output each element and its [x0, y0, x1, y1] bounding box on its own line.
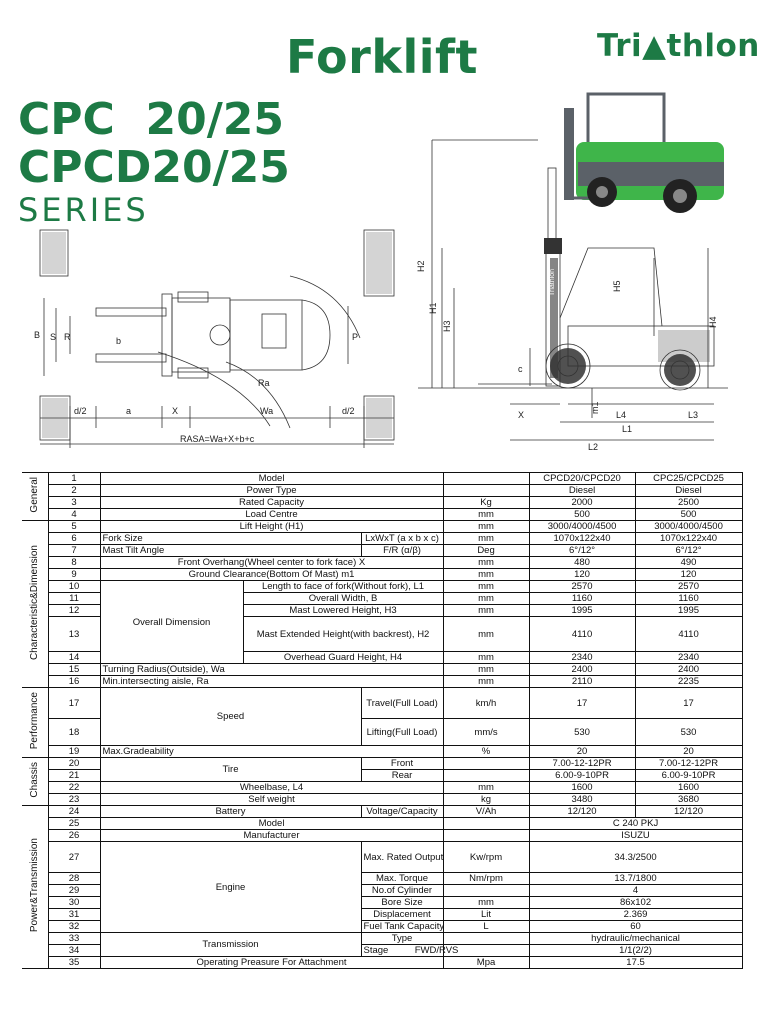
unit-cell: %: [443, 746, 529, 758]
row-number: 15: [48, 664, 100, 676]
unit-cell: mm: [443, 617, 529, 652]
value-cell-model-20: 7.00-12-12PR: [529, 758, 635, 770]
plan-label-S: S: [50, 332, 57, 342]
unit-cell: [443, 485, 529, 497]
spec-label: Fuel Tank Capacity: [361, 921, 443, 933]
table-row: [22, 533, 742, 545]
row-number: 8: [48, 557, 100, 569]
value-cell: 13.7/1800: [529, 873, 742, 885]
row-number: 32: [48, 921, 100, 933]
side-label-L1: L1: [622, 424, 633, 434]
side-label-m1: m1: [590, 401, 600, 414]
plan-label-a: a: [126, 406, 132, 416]
group-label: [22, 688, 48, 758]
spec-label: Lifting(Full Load): [361, 719, 443, 746]
unit-cell: mm: [443, 533, 529, 545]
row-number: 24: [48, 806, 100, 818]
side-label-H4: H4: [708, 316, 718, 328]
row-number: 28: [48, 873, 100, 885]
value-cell-model-25: 17: [635, 688, 742, 719]
value-cell-model-25: 3680: [635, 794, 742, 806]
unit-cell: [443, 933, 529, 945]
series-line-3: SERIES: [18, 191, 149, 229]
value-cell-model-25: 6°/12°: [635, 545, 742, 557]
stage-label: Stage: [363, 945, 415, 956]
spec-label: Bore Size: [361, 897, 443, 909]
value-cell-model-20: 6.00-9-10PR: [529, 770, 635, 782]
value-cell-model-20: 3000/4000/4500: [529, 521, 635, 533]
forklift-photo: [564, 94, 724, 213]
table-row: [22, 485, 742, 497]
spec-label: Lift Height (H1): [100, 521, 443, 533]
row-number: 12: [48, 605, 100, 617]
subgroup-label: Tire: [100, 758, 361, 782]
side-label-L2: L2: [588, 442, 599, 452]
value-cell-model-20: 12/120: [529, 806, 635, 818]
unit-cell: mm: [443, 509, 529, 521]
value-cell-model-20: 1600: [529, 782, 635, 794]
series-line-1: CPC 20/25: [18, 94, 284, 145]
value-cell-model-25: 2235: [635, 676, 742, 688]
group-label: [22, 521, 48, 688]
spec-label: Rated Capacity: [100, 497, 443, 509]
table-row: [22, 806, 742, 818]
table-row: [22, 794, 742, 806]
group-label-text: Chassis: [29, 762, 41, 798]
value-cell-model-25: 2570: [635, 581, 742, 593]
spec-label: Overall Width, B: [243, 593, 443, 605]
spec-label: Power Type: [100, 485, 443, 497]
plan-label-Ra: Ra: [258, 378, 270, 388]
value-cell-model-25: 2340: [635, 652, 742, 664]
value-cell: 4: [529, 885, 742, 897]
value-cell-model-25: 1160: [635, 593, 742, 605]
value-cell-model-25: 20: [635, 746, 742, 758]
subgroup-label: Transmission: [100, 933, 361, 957]
unit-cell: V/Ah: [443, 806, 529, 818]
spec-label: Battery: [100, 806, 361, 818]
row-number: 19: [48, 746, 100, 758]
unit-cell: mm: [443, 782, 529, 794]
row-number: 22: [48, 782, 100, 794]
row-number: 21: [48, 770, 100, 782]
specifications-table: [22, 472, 743, 969]
plan-label-b: b: [116, 336, 122, 346]
table-row: [22, 830, 742, 842]
table-row: [22, 676, 742, 688]
brand-logo: Tri▲thlon: [597, 28, 760, 64]
spec-label: Voltage/Capacity: [361, 806, 443, 818]
unit-cell: mm: [443, 897, 529, 909]
spec-label: Max.Gradeability: [100, 746, 443, 758]
plan-label-R: R: [64, 332, 71, 342]
table-row: [22, 758, 742, 770]
table-row: [22, 782, 742, 794]
unit-cell: Lit: [443, 909, 529, 921]
spec-label: Front Overhang(Wheel center to fork face) X: [100, 557, 443, 569]
table-row: [22, 521, 742, 533]
spec-label: Fork Size: [100, 533, 361, 545]
value-cell-model-25: 3000/4000/4500: [635, 521, 742, 533]
subgroup-label: Engine: [100, 842, 361, 933]
row-number: 26: [48, 830, 100, 842]
spec-label: Wheelbase, L4: [100, 782, 443, 794]
row-number: 29: [48, 885, 100, 897]
table-row: [22, 746, 742, 758]
value-cell-model-20: 2570: [529, 581, 635, 593]
value-cell-model-25: CPC25/CPCD25: [635, 473, 742, 485]
spec-label: Manufacturer: [100, 830, 443, 842]
row-number: 34: [48, 945, 100, 957]
value-cell-model-25: 530: [635, 719, 742, 746]
value-cell: hydraulic/mechanical: [529, 933, 742, 945]
row-number: 31: [48, 909, 100, 921]
plan-label-P: P: [352, 332, 359, 342]
table-row: [22, 545, 742, 557]
value-cell: 86x102: [529, 897, 742, 909]
unit-cell: [443, 818, 529, 830]
unit-cell: mm: [443, 593, 529, 605]
unit-cell: mm: [443, 581, 529, 593]
unit-cell: mm/s: [443, 719, 529, 746]
table-row: [22, 497, 742, 509]
value-cell: 2.369: [529, 909, 742, 921]
value-cell-model-25: 120: [635, 569, 742, 581]
plan-label-rasa: RASA=Wa+X+b+c: [180, 434, 255, 444]
row-number: 3: [48, 497, 100, 509]
row-number: 13: [48, 617, 100, 652]
spec-label: Overhead Guard Height, H4: [243, 652, 443, 664]
value-cell: C 240 PKJ: [529, 818, 742, 830]
group-label-text: Power&Transmission: [29, 838, 41, 933]
spec-label: Displacement: [361, 909, 443, 921]
unit-cell: mm: [443, 652, 529, 664]
value-cell-model-25: 500: [635, 509, 742, 521]
spec-label: Max. Torque: [361, 873, 443, 885]
group-label-text: General: [29, 477, 41, 513]
unit-cell: mm: [443, 664, 529, 676]
table-row: [22, 933, 742, 945]
side-label-X: X: [518, 410, 525, 420]
row-number: 14: [48, 652, 100, 664]
value-cell-model-20: 480: [529, 557, 635, 569]
side-label-H5: H5: [612, 280, 622, 292]
unit-cell: Kg: [443, 497, 529, 509]
value-cell-model-20: 3480: [529, 794, 635, 806]
row-number: 18: [48, 719, 100, 746]
unit-cell: L: [443, 921, 529, 933]
unit-cell: [443, 830, 529, 842]
table-row: [22, 688, 742, 719]
spec-label: Model: [100, 473, 443, 485]
row-number: 10: [48, 581, 100, 593]
side-label-L4: L4: [616, 410, 627, 420]
row-number: 20: [48, 758, 100, 770]
row-number: 25: [48, 818, 100, 830]
unit-cell: [443, 885, 529, 897]
row-number: 27: [48, 842, 100, 873]
value-cell-model-25: 2400: [635, 664, 742, 676]
spec-label: Load Centre: [100, 509, 443, 521]
unit-cell: [443, 758, 529, 770]
row-number: 16: [48, 676, 100, 688]
plan-label-B: B: [34, 330, 41, 340]
table-row: [22, 509, 742, 521]
row-number: 4: [48, 509, 100, 521]
table-row: [22, 473, 742, 485]
value-cell-model-25: 1600: [635, 782, 742, 794]
plan-label-d2-right: d/2: [342, 406, 355, 416]
side-view-drawing: [418, 88, 750, 456]
value-cell-model-20: 1160: [529, 593, 635, 605]
spec-label: Mast Lowered Height, H3: [243, 605, 443, 617]
spec-label: LxWxT (a x b x c): [361, 533, 443, 545]
unit-cell: Kw/rpm: [443, 842, 529, 873]
side-label-H2: H2: [416, 260, 426, 272]
page-title: Forklift: [286, 30, 478, 84]
spec-label: Ground Clearance(Bottom Of Mast) m1: [100, 569, 443, 581]
value-cell-model-20: 120: [529, 569, 635, 581]
mast-brand-text: Triathlon: [549, 269, 556, 296]
group-label: [22, 473, 48, 521]
unit-cell: Nm/rpm: [443, 873, 529, 885]
value-cell-model-25: 490: [635, 557, 742, 569]
value-cell: ISUZU: [529, 830, 742, 842]
unit-cell: [443, 473, 529, 485]
spec-label: No.of Cylinder: [361, 885, 443, 897]
value-cell: 34.3/2500: [529, 842, 742, 873]
group-label: [22, 758, 48, 806]
table-row: [22, 557, 742, 569]
value-cell-model-20: 2340: [529, 652, 635, 664]
unit-cell: km/h: [443, 688, 529, 719]
table-row: [22, 957, 742, 969]
spec-label: Mast Extended Height(with backrest), H2: [243, 617, 443, 652]
row-number: 5: [48, 521, 100, 533]
spec-label: Stage FWD/RVS: [361, 945, 443, 957]
side-label-H3: H3: [442, 320, 452, 332]
value-cell-model-25: 6.00-9-10PR: [635, 770, 742, 782]
spec-label: Min.intersecting aisle, Ra: [100, 676, 443, 688]
value-cell-model-20: 4110: [529, 617, 635, 652]
value-cell-model-20: 500: [529, 509, 635, 521]
value-cell-model-20: 1070x122x40: [529, 533, 635, 545]
spec-label: Max. Rated Output: [361, 842, 443, 873]
spec-label: Type: [361, 933, 443, 945]
group-label-text: Characteristic&Dimension: [29, 544, 41, 661]
unit-cell: mm: [443, 676, 529, 688]
row-number: 7: [48, 545, 100, 557]
plan-label-d2-left: d/2: [74, 406, 87, 416]
value-cell-model-20: 2110: [529, 676, 635, 688]
value-cell-model-20: 6°/12°: [529, 545, 635, 557]
spec-label: Travel(Full Load): [361, 688, 443, 719]
table-row: [22, 842, 742, 873]
value-cell-model-25: 4110: [635, 617, 742, 652]
row-number: 17: [48, 688, 100, 719]
value-cell-model-20: CPCD20/CPCD20: [529, 473, 635, 485]
subgroup-label: Speed: [100, 688, 361, 746]
row-number: 6: [48, 533, 100, 545]
table-row: [22, 581, 742, 593]
value-cell-model-20: 2000: [529, 497, 635, 509]
spec-label: Operating Preasure For Attachment: [100, 957, 443, 969]
row-number: 35: [48, 957, 100, 969]
unit-cell: mm: [443, 521, 529, 533]
spec-label: Rear: [361, 770, 443, 782]
value-cell-model-25: 1995: [635, 605, 742, 617]
table-row: [22, 664, 742, 676]
value-cell: 17.5: [529, 957, 742, 969]
table-row: [22, 569, 742, 581]
spec-label: Length to face of fork(Without fork), L1: [243, 581, 443, 593]
group-label-text: Performance: [29, 692, 41, 750]
value-cell-model-25: Diesel: [635, 485, 742, 497]
series-title: [18, 94, 290, 229]
value-cell-model-20: 1995: [529, 605, 635, 617]
spec-label: Front: [361, 758, 443, 770]
row-number: 11: [48, 593, 100, 605]
unit-cell: Mpa: [443, 957, 529, 969]
side-label-c: c: [518, 364, 523, 374]
series-line-2: CPCD20/25: [18, 142, 290, 193]
spec-label: Model: [100, 818, 443, 830]
subgroup-label: Overall Dimension: [100, 581, 243, 664]
value-cell-model-20: Diesel: [529, 485, 635, 497]
unit-cell: [443, 770, 529, 782]
row-number: 9: [48, 569, 100, 581]
value-cell-model-25: 7.00-12-12PR: [635, 758, 742, 770]
value-cell-model-25: 12/120: [635, 806, 742, 818]
value-cell-model-25: 2500: [635, 497, 742, 509]
row-number: 30: [48, 897, 100, 909]
unit-cell: kg: [443, 794, 529, 806]
row-number: 33: [48, 933, 100, 945]
unit-cell: Deg: [443, 545, 529, 557]
value-cell-model-20: 20: [529, 746, 635, 758]
unit-cell: mm: [443, 557, 529, 569]
spec-label: Self weight: [100, 794, 443, 806]
value-cell-model-20: 530: [529, 719, 635, 746]
value-cell-model-25: 1070x122x40: [635, 533, 742, 545]
spec-label: Mast Tilt Angle: [100, 545, 361, 557]
side-label-H1: H1: [428, 302, 438, 314]
plan-label-X: X: [172, 406, 179, 416]
value-cell-model-20: 17: [529, 688, 635, 719]
row-number: 23: [48, 794, 100, 806]
value-cell: 60: [529, 921, 742, 933]
value-cell-model-20: 2400: [529, 664, 635, 676]
side-label-L3: L3: [688, 410, 699, 420]
row-number: 1: [48, 473, 100, 485]
spec-label: F/R (α/β): [361, 545, 443, 557]
group-label: [22, 806, 48, 969]
plan-label-Wa: Wa: [260, 406, 274, 416]
spec-label: Turning Radius(Outside), Wa: [100, 664, 443, 676]
unit-cell: mm: [443, 605, 529, 617]
unit-cell: mm: [443, 569, 529, 581]
row-number: 2: [48, 485, 100, 497]
table-row: [22, 818, 742, 830]
value-cell: 1/1(2/2): [529, 945, 742, 957]
plan-view-drawing: [30, 228, 396, 458]
